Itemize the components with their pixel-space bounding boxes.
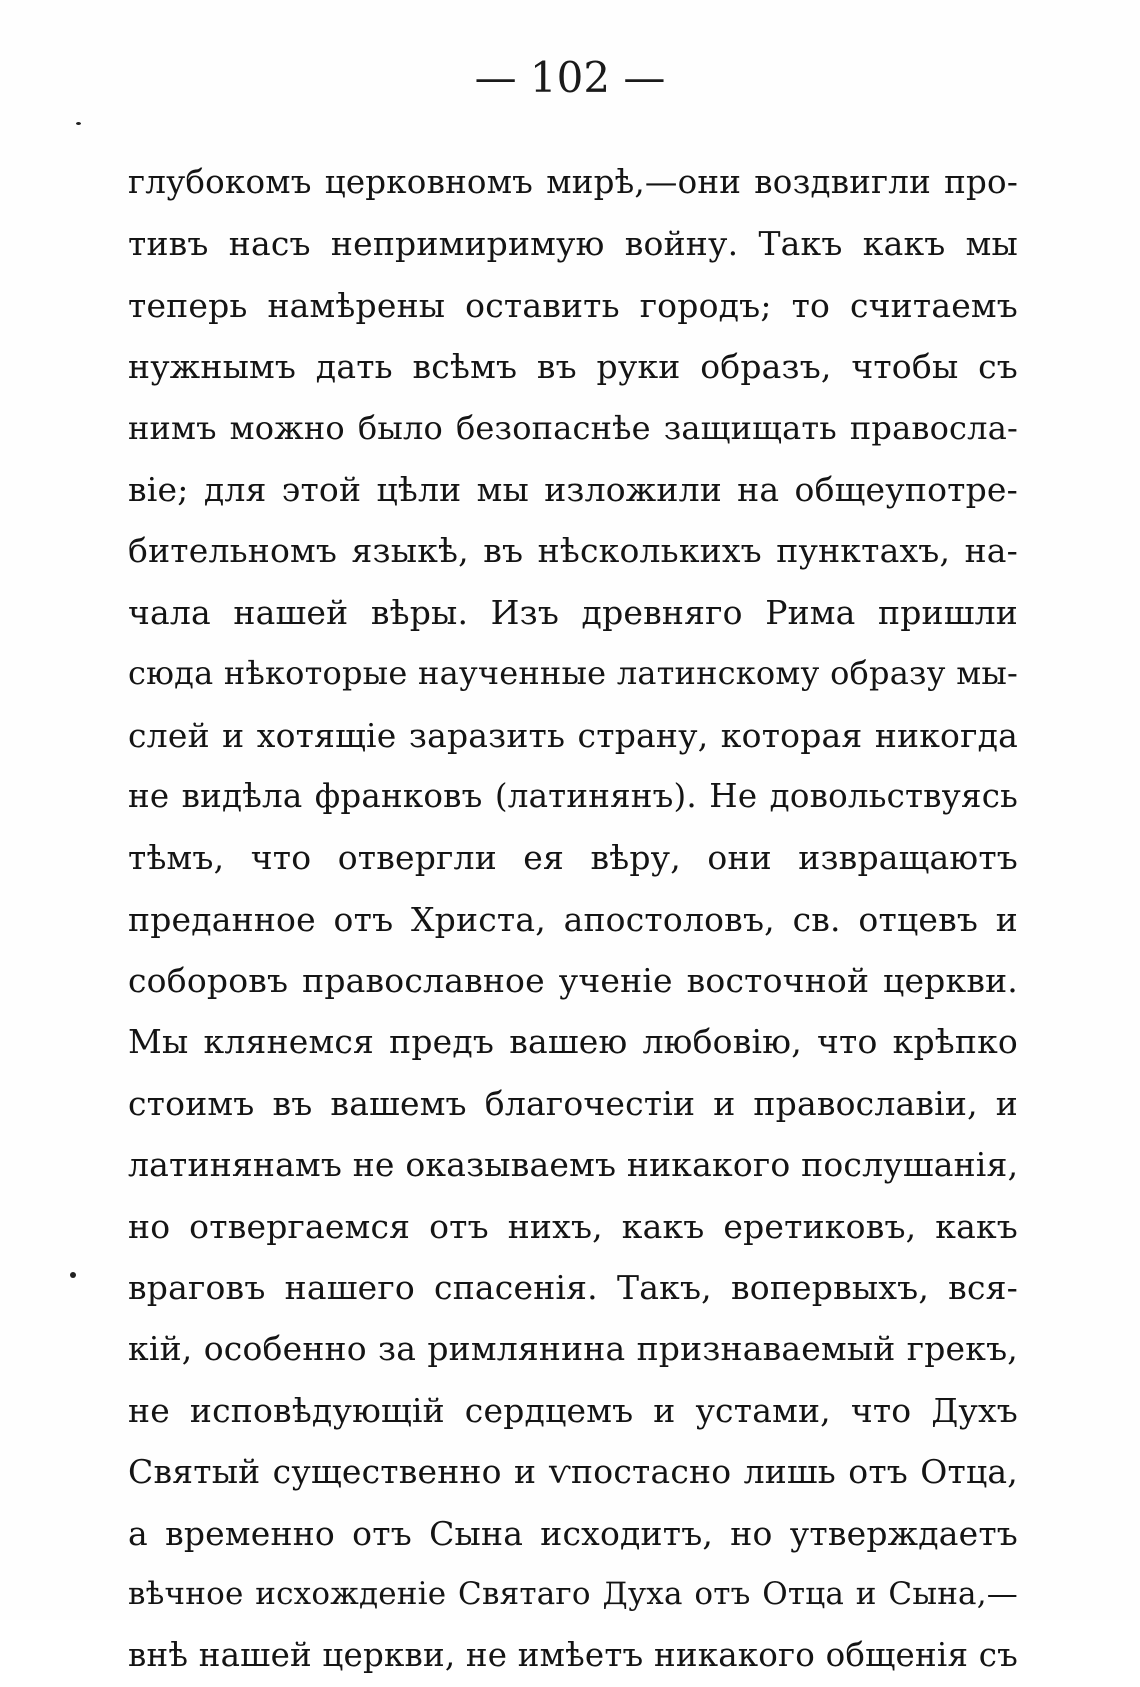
text-line: внѣ нашей церкви, не имѣетъ никакого общенія съ bbox=[128, 1636, 1018, 1675]
text-line: преданное отъ Христа, апостоловъ, св. отцевъ и bbox=[128, 899, 1018, 939]
text-line: кій, особенно за римлянина признаваемый грекъ, bbox=[128, 1329, 1018, 1369]
text-line: віе; для этой цѣли мы изложили на общеупотре- bbox=[128, 469, 1018, 509]
text-line: а временно отъ Сына исходитъ, но утверждаетъ bbox=[128, 1513, 1018, 1553]
text-line: теперь намѣрены оставить городъ; то считаемъ bbox=[128, 285, 1018, 325]
text-line: Мы клянемся предъ вашею любовію, что крѣпко bbox=[128, 1022, 1018, 1062]
text-line: тѣмъ, что отвергли ея вѣру, они извращаютъ bbox=[128, 838, 1018, 878]
text-line: тивъ насъ непримиримую войну. Такъ какъ мы bbox=[128, 224, 1018, 264]
text-line: нимъ можно было безопаснѣе защищать правосла- bbox=[128, 408, 1018, 447]
text-line: бительномъ языкѣ, въ нѣсколькихъ пунктахъ, на- bbox=[128, 531, 1018, 571]
body-text bbox=[128, 152, 1018, 1687]
margin-speck bbox=[76, 122, 81, 125]
text-line: латинянамъ не оказываемъ никакого послушанія, bbox=[128, 1145, 1019, 1185]
text-line: Святый существенно и ѵпостасно лишь отъ Отца, bbox=[128, 1452, 1018, 1492]
text-line: глубокомъ церковномъ мирѣ,—они воздвигли про- bbox=[128, 163, 1018, 201]
text-line: сюда нѣкоторые наученные латинскому образу мы- bbox=[128, 654, 1018, 693]
text-line: не исповѣдующій сердцемъ и устами, что Духъ bbox=[128, 1390, 1018, 1430]
text-line: слей и хотящіе заразить страну, которая никогда bbox=[128, 715, 1018, 755]
text-line: чала нашей вѣры. Изъ древняго Рима пришли bbox=[128, 592, 1018, 632]
text-line: вѣчное исхожденіе Святаго Духа отъ Отца и Сына,— bbox=[128, 1575, 1018, 1612]
text-line: стоимъ въ вашемъ благочестіи и православіи, и bbox=[128, 1083, 1018, 1123]
text-line: соборовъ православное ученіе восточной церкви. bbox=[128, 961, 1018, 1001]
text-line: не видѣла франковъ (латинянъ). Не довольствуясь bbox=[128, 776, 1018, 815]
page-number: — 102 — bbox=[474, 53, 666, 102]
text-line: но отвергаемся отъ нихъ, какъ еретиковъ, какъ bbox=[128, 1206, 1018, 1246]
text-line: враговъ нашего спасенія. Такъ, вопервыхъ, вся- bbox=[128, 1268, 1018, 1308]
text-line: нужнымъ дать всѣмъ въ руки образъ, чтобы съ bbox=[128, 347, 1018, 387]
margin-speck bbox=[70, 1272, 76, 1278]
